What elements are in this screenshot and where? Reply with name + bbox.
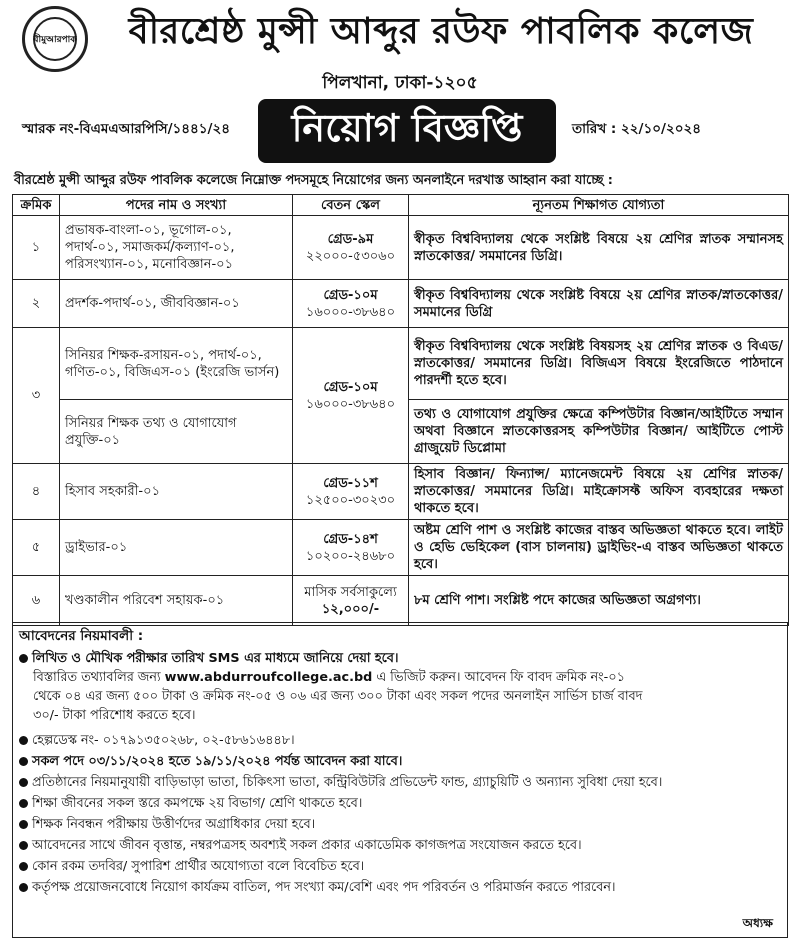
rule-item: কর্তৃপক্ষ প্রয়োজনবোধে নিয়োগ কার্যক্রম বাতিল, পদ সংখ্যা কম/বেশি এবং পদ পরিবর্তন ও পরিমার্জন করতে পারবেন। [19, 878, 616, 897]
row-qualification: অষ্টম শ্রেণি পাশ ও সংশ্লিষ্ট কাজের বাস্তব অভিজ্ঞতা থাকতে হবে। লাইট ও হেভি ভেহিকেল (বাস চালনায়) ড্রাইভিং-এ বাস্তব অভিজ্ঞতা থাকতে হবে। [409, 520, 789, 576]
header-pay-scale: বেতন স্কেল [293, 195, 409, 216]
bullet-icon [19, 757, 28, 766]
intro-text: বীরশ্রেষ্ঠ মুন্সী আব্দুর রউফ পাবলিক কলেজে নিম্নোক্ত পদসমূহে নিয়োগের জন্য অনলাইনে দরখাস্ত আহ্বান করা যাচ্ছে : [14, 173, 613, 188]
row-pay [293, 216, 409, 280]
row-pay [293, 520, 409, 576]
table-row [13, 280, 789, 328]
bullet-icon [19, 778, 28, 787]
row-qualification: স্বীকৃত বিশ্ববিদ্যালয় থেকে সংশ্লিষ্ট বিষয়ে ২য় শ্রেণির স্নাতক/স্নাতকোত্তর/সমমানের ডিগ্রি [409, 280, 789, 328]
row-serial: ৬ [13, 576, 60, 626]
college-name: বীরশ্রেষ্ঠ মুন্সী আব্দুর রউফ পাবলিক কলেজ [128, 11, 754, 52]
table-header-row [13, 195, 789, 216]
row-grade: গ্রেড-১০ম [323, 379, 378, 395]
row-serial: ৩ [13, 328, 60, 464]
row-pay [293, 280, 409, 328]
rule-item: হেল্পডেস্ক নং- ০১৭৯১৩৫০২৬৮, ০২-৫৮৬১৬৪৪৮। [19, 731, 295, 750]
rule-item: প্রতিষ্ঠানের নিয়মানুযায়ী বাড়িভাড়া ভাতা, চিকিৎসা ভাতা, কন্ট্রিবিউটরি প্রভিডেন্ট ফান্ড, গ্র্যাচুয়িটি ও অন্যান্য সুবিধা দেয়া হবে। [19, 773, 662, 792]
row-scale: ১০২০০-২৪৬৮০ [305, 548, 396, 564]
row-scale: ১২,০০০/- [321, 601, 380, 617]
principal-signature: অধ্যক্ষ [742, 916, 773, 930]
row-serial: ২ [13, 280, 60, 328]
row-grade: মাসিক সর্বসাকুল্যে [304, 584, 397, 600]
row-post: ড্রাইভার-০১ [60, 520, 293, 576]
row-scale: ১৬০০০-৩৮৬৪০ [305, 396, 396, 412]
row-post: খণ্ডকালীন পরিবেশ সহায়ক-০১ [60, 576, 293, 626]
bullet-icon [19, 862, 28, 871]
header-serial: ক্রমিক [13, 195, 60, 216]
row-post: প্রভাষক-বাংলা-০১, ভূগোল-০১, পদার্থ-০১, সমাজকর্ম/কল্যাণ-০১, পরিসংখ্যান-০১, মনোবিজ্ঞান-০১ [60, 216, 293, 280]
bullet-icon [19, 883, 28, 892]
notice-title: নিয়োগ বিজ্ঞপ্তি [258, 99, 556, 163]
row-qualification: স্বীকৃত বিশ্ববিদ্যালয় থেকে সংশ্লিষ্ট বিষয়ে ২য় শ্রেণির স্নাতক সম্মানসহ স্নাতকোত্তর/ সমমানের ডিগ্রি। [409, 216, 789, 280]
table-row [13, 328, 789, 400]
row-post: প্রদর্শক-পদার্থ-০১, জীববিজ্ঞান-০১ [60, 280, 293, 328]
row-grade: গ্রেড-১১শ [323, 475, 378, 491]
rule-item: সকল পদে ০৩/১১/২০২৪ হতে ১৯/১১/২০২৪ পর্যন্ত আবেদন করা যাবে। [19, 752, 402, 771]
row-qualification: হিসাব বিজ্ঞান/ ফিন্যান্স/ ম্যানেজমেন্ট বিষয়ে ২য় শ্রেণির স্নাতক/ স্নাতকোত্তর/ সমমানের ডিগ্রি। মাইক্রোসফ্ট অফিস ব্যবহারের দক্ষতা থাকতে হবে। [409, 464, 789, 520]
row-scale: ১৬০০০-৩৮৬৪০ [305, 304, 396, 320]
row-scale: ২২০০০-৫৩০৬০ [305, 248, 396, 264]
notice-date: তারিখ : ২২/১০/২০২৪ [572, 121, 702, 137]
row-qualification: স্বীকৃত বিশ্ববিদ্যালয় থেকে সংশ্লিষ্ট বিষয়সহ ২য় শ্রেণির স্নাতক ও বিএড/ স্নাতকোত্তর/ সমমানের ডিগ্রি। বিজিএস বিষয়ে ইংরেজিতে পাঠদানে পারদর্শী হতে হবে। [409, 328, 789, 400]
bullet-icon [19, 799, 28, 808]
header-qualification: ন্যূনতম শিক্ষাগত যোগ্যতা [409, 195, 789, 216]
table-row [13, 520, 789, 576]
row-grade: গ্রেড-১০ম [323, 287, 378, 303]
row-grade: গ্রেড-১৪শ [323, 531, 378, 547]
row-qualification: ৮ম শ্রেণি পাশ। সংশ্লিষ্ট পদে কাজের অভিজ্ঞতা অগ্রগণ্য। [409, 576, 789, 626]
row-serial: ৫ [13, 520, 60, 576]
table-row [13, 576, 789, 626]
rule-item: লিখিত ও মৌখিক পরীক্ষার তারিখ SMS এর মাধ্যমে জানিয়ে দেয়া হবে। [19, 649, 399, 668]
row-serial: ৪ [13, 464, 60, 520]
rule-continuation: থেকে ০৪ এর জন্য ৫০০ টাকা ও ক্রমিক নং-০৫ ও ০৬ এর জন্য ৩০০ টাকা এবং সকল পদের অনলাইন সার্ভিস চার্জ বাবদ [33, 689, 643, 704]
application-rules [12, 622, 788, 938]
vacancy-table [12, 194, 789, 626]
rule-item: শিক্ষক নিবন্ধন পরীক্ষায় উত্তীর্ণদের অগ্রাধিকার দেয়া হবে। [19, 815, 315, 834]
rules-title: আবেদনের নিয়মাবলী : [19, 628, 144, 644]
header-post: পদের নাম ও সংখ্যা [60, 195, 293, 216]
row-pay [293, 576, 409, 626]
rule-item: শিক্ষা জীবনের সকল স্তরে কমপক্ষে ২য় বিভাগ/ শ্রেণি থাকতে হবে। [19, 794, 362, 813]
row-grade: গ্রেড-৯ম [327, 231, 374, 247]
table-row [13, 216, 789, 280]
memo-number: স্মারক নং-বিএমএআরপিসি/১৪৪১/২৪ [22, 121, 231, 137]
row-pay [293, 464, 409, 520]
rule-continuation: বিস্তারিত তথ্যাবলির জন্য www.abdurroufcollege.ac.bd এ ভিজিট করুন। আবেদন ফি বাবদ ক্রমিক নং-০১ [33, 670, 625, 685]
bullet-icon [19, 841, 28, 850]
bullet-icon [19, 736, 28, 745]
row-serial: ১ [13, 216, 60, 280]
bullet-icon [19, 820, 28, 829]
bullet-icon [19, 654, 28, 663]
row-scale: ১২৫০০-৩০২৩০ [305, 492, 396, 508]
rule-item: আবেদনের সাথে জীবন বৃত্তান্ত, নম্বরপত্রসহ অবশ্যই সকল প্রকার একাডেমিক কাগজপত্র সংযোজন করতে হবে। [19, 836, 582, 855]
row-pay [293, 328, 409, 464]
rule-continuation: ৩০/- টাকা পরিশোধ করতে হবে। [33, 708, 196, 723]
row-post: হিসাব সহকারী-০১ [60, 464, 293, 520]
row-post: সিনিয়র শিক্ষক তথ্য ও যোগাযোগ প্রযুক্তি-০১ [60, 400, 293, 464]
rule-item: কোন রকম তদবির/ সুপারিশ প্রার্থীর অযোগ্যতা বলে বিবেচিত হবে। [19, 857, 364, 876]
seal-inner: বীমুআরপাক [33, 17, 77, 61]
college-address: পিলখানা, ঢাকা-১২০৫ [322, 73, 478, 93]
row-post: সিনিয়র শিক্ষক-রসায়ন-০১, পদার্থ-০১, গণিত-০১, বিজিএস-০১ (ইংরেজি ভার্সন) [60, 328, 293, 400]
row-qualification: তথ্য ও যোগাযোগ প্রযুক্তির ক্ষেত্রে কম্পিউটার বিজ্ঞান/আইটিতে সম্মান অথবা বিজ্ঞানে স্নাতকোত্তরসহ কম্পিউটার বিজ্ঞান/ আইটিতে পোস্ট গ্রাজুয়েট ডিপ্লোমা [409, 400, 789, 464]
college-seal-logo [22, 6, 88, 72]
table-row [13, 464, 789, 520]
website-link[interactable]: www.abdurroufcollege.ac.bd [164, 670, 373, 685]
